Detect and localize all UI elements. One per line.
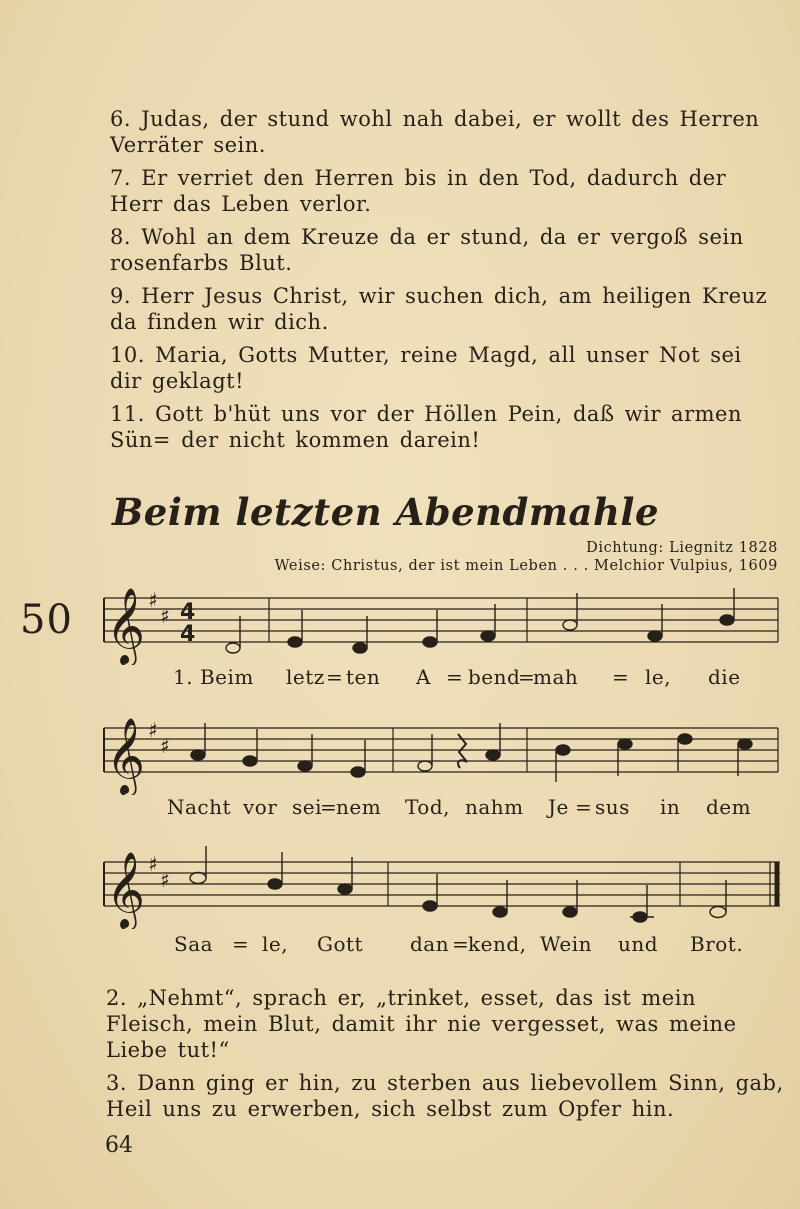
verse-6 — [110, 106, 782, 158]
verse-3 — [106, 1070, 786, 1122]
treble-clef-icon: 𝄞 — [106, 587, 146, 664]
verse-number: 7. — [110, 166, 132, 190]
lyric-hyphen: = — [575, 795, 593, 819]
verse-text: Judas, der stund wohl nah dabei, er wollt des Herren Verräter sein. — [110, 107, 760, 157]
music-note — [191, 750, 205, 760]
lyric-hyphen: = — [452, 932, 470, 956]
music-staff-1 — [0, 570, 800, 665]
lyric-syllable: mah — [533, 665, 579, 689]
key-sharp-icon: ♯ — [160, 604, 170, 628]
music-note — [190, 873, 206, 884]
hymn-number: 50 — [20, 597, 73, 643]
verse-text: Wohl an dem Kreuze da er stund, da er vergoß sein rosenfarbs Blut. — [110, 225, 744, 275]
music-note — [678, 734, 692, 744]
lyric-syllable: nem — [336, 795, 382, 819]
verses-continuation — [110, 106, 782, 460]
treble-clef-icon: 𝄞 — [106, 851, 146, 928]
music-note — [720, 615, 734, 625]
music-note — [351, 767, 365, 777]
lyric-syllable: le, — [262, 932, 289, 956]
verse-number: 6. — [110, 107, 132, 131]
verse-text: Herr Jesus Christ, wir suchen dich, am heiligen Kreuz da finden wir dich. — [110, 284, 768, 334]
music-note — [338, 884, 352, 894]
lyric-syllable: nahm — [465, 795, 524, 819]
lyric-syllable: Saa — [174, 932, 214, 956]
music-note — [353, 643, 367, 653]
verse-number: 3. — [106, 1071, 128, 1095]
music-note — [288, 637, 302, 647]
lyric-syllable: dem — [706, 795, 752, 819]
music-note — [710, 907, 726, 918]
music-note — [268, 879, 282, 889]
verse-number: 2. — [106, 986, 128, 1010]
time-signature-bottom: 4 — [180, 622, 196, 647]
lyric-syllable: le, — [645, 665, 672, 689]
key-sharp-icon: ♯ — [148, 588, 158, 612]
verse-text: Gott b'hüt uns vor der Höllen Pein, daß wir armen Sün= der nicht kommen darein! — [110, 402, 742, 452]
key-sharp-icon: ♯ — [148, 718, 158, 742]
music-note — [493, 907, 507, 917]
lyric-syllable: vor — [243, 795, 278, 819]
lyric-syllable: letz — [286, 665, 325, 689]
music-note — [556, 745, 570, 755]
verses-hymn-50 — [106, 985, 786, 1129]
verse-number: 9. — [110, 284, 132, 308]
verse-10 — [110, 342, 782, 394]
music-note — [423, 637, 437, 647]
hymn-title: Beim letzten Abendmahle — [112, 490, 660, 534]
music-note — [563, 620, 577, 630]
lyric-syllable: ten — [346, 665, 381, 689]
verse-9 — [110, 283, 782, 335]
music-note — [618, 739, 632, 749]
music-note — [648, 631, 662, 641]
tune-credit: Weise: Christus, der ist mein Leben . . . Melchior Vulpius, 1609 — [274, 558, 778, 574]
verse-number: 11. — [110, 402, 145, 426]
music-note — [298, 761, 312, 771]
lyric-syllable: Gott — [317, 932, 364, 956]
lyric-syllable: Wein — [540, 932, 593, 956]
text-credit: Dichtung: Liegnitz 1828 — [586, 540, 778, 556]
lyric-syllable: kend, — [468, 932, 527, 956]
lyric-syllable: Nacht — [167, 795, 232, 819]
key-sharp-icon: ♯ — [160, 734, 170, 758]
lyric-syllable: bend — [468, 665, 521, 689]
lyric-hyphen: = — [320, 795, 338, 819]
lyric-hyphen: = — [326, 665, 344, 689]
lyric-syllable: sei — [292, 795, 322, 819]
verse-11 — [110, 401, 782, 453]
time-signature-top: 4 — [180, 600, 196, 625]
verse-text: Er verriet den Herren bis in den Tod, dadurch der Herr das Leben verlor. — [110, 166, 727, 216]
lyric-hyphen: = — [612, 665, 630, 689]
verse-text: „Nehmt“, sprach er, „trinket, esset, das ist mein Fleisch, mein Blut, damit ihr nie vergesset, was meine Liebe tut!“ — [106, 986, 737, 1062]
key-sharp-icon: ♯ — [160, 868, 170, 892]
lyric-syllable: die — [708, 665, 741, 689]
lyric-hyphen: = — [518, 665, 536, 689]
verse-7 — [110, 165, 782, 217]
music-note — [738, 739, 752, 749]
music-note — [423, 901, 437, 911]
verse-number: 8. — [110, 225, 132, 249]
verse-text: Maria, Gotts Mutter, reine Magd, all unser Not sei dir geklagt! — [110, 343, 742, 393]
verse-2 — [106, 985, 786, 1063]
lyric-syllable: 1. Beim — [173, 665, 254, 689]
music-staff-2 — [0, 700, 800, 795]
key-sharp-icon: ♯ — [148, 852, 158, 876]
lyric-syllable: Brot. — [690, 932, 744, 956]
lyric-syllable: in — [660, 795, 681, 819]
lyric-syllable: Je — [548, 795, 569, 819]
lyric-syllable: dan — [410, 932, 450, 956]
lyric-syllable: Tod, — [405, 795, 450, 819]
music-note — [418, 761, 432, 771]
music-note — [243, 756, 257, 766]
music-note — [486, 750, 500, 760]
verse-number: 10. — [110, 343, 145, 367]
lyric-syllable: A — [416, 665, 431, 689]
lyric-syllable: und — [618, 932, 659, 956]
music-note — [226, 643, 240, 653]
music-staff-3 — [0, 834, 800, 929]
lyric-syllable: sus — [595, 795, 630, 819]
treble-clef-icon: 𝄞 — [106, 717, 146, 794]
page-number: 64 — [105, 1133, 133, 1158]
music-note — [481, 631, 495, 641]
verse-8 — [110, 224, 782, 276]
lyric-hyphen: = — [446, 665, 464, 689]
verse-text: Dann ging er hin, zu sterben aus liebevollem Sinn, gab, Heil uns zu erwerben, sich selbst zum Opfer hin. — [106, 1071, 784, 1121]
music-note — [563, 907, 577, 917]
lyric-hyphen: = — [232, 932, 250, 956]
